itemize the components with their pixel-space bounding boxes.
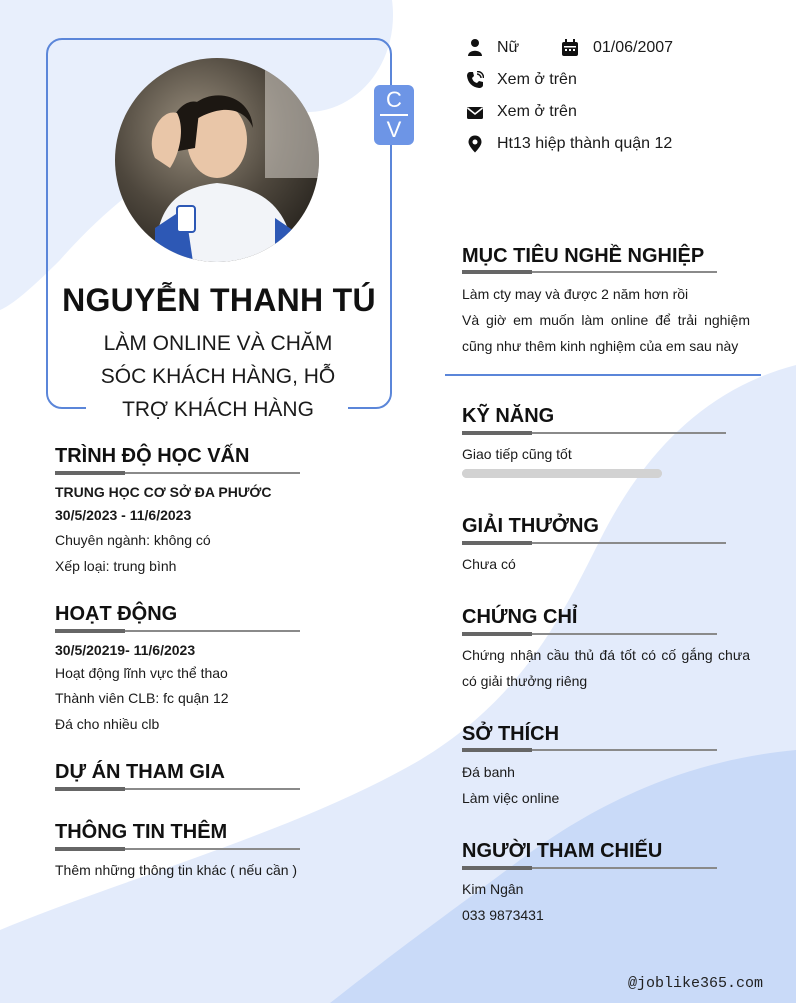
location-pin-icon	[466, 135, 484, 153]
reference-phone: 033 9873431	[462, 907, 544, 923]
education-school: TRUNG HỌC CƠ SỞ ĐA PHƯỚC	[55, 484, 272, 500]
education-period: 30/5/2023 - 11/6/2023	[55, 507, 192, 523]
skills-title: KỸ NĂNG	[462, 405, 555, 427]
objective-line-1: Làm cty may và được 2 năm hơn rồi	[462, 286, 689, 302]
cv-badge-bottom: V	[386, 117, 402, 142]
skill-level-fill	[462, 469, 662, 478]
education-rank: Xếp loại: trung bình	[55, 558, 177, 574]
envelope-icon	[466, 104, 484, 122]
projects-title: DỰ ÁN THAM GIA	[55, 761, 225, 783]
certificates-title-underline	[462, 633, 717, 635]
hobbies-title-underline	[462, 749, 717, 751]
address-value: Ht13 hiệp thành quận 12	[497, 135, 673, 152]
activities-title: HOẠT ĐỘNG	[55, 603, 178, 625]
email-value: Xem ở trên	[497, 103, 577, 120]
objective-title-underline	[462, 271, 717, 273]
activities-period: 30/5/20219- 11/6/2023	[55, 642, 196, 658]
cv-badge	[374, 85, 414, 145]
extra-info-title: THÔNG TIN THÊM	[55, 821, 228, 843]
hobbies-title: SỞ THÍCH	[462, 723, 560, 745]
objective-line-2: Và giờ em muốn làm online để trải nghiệm cũng như thêm kinh nghiệm của em sau này	[462, 312, 750, 354]
certificates-title: CHỨNG CHỈ	[462, 606, 578, 628]
user-icon	[466, 38, 484, 56]
section-divider	[445, 374, 761, 376]
profile-photo	[115, 58, 319, 262]
activities-title-underline	[55, 630, 300, 632]
activity-item: Hoạt động lĩnh vực thể thao	[55, 665, 228, 681]
cv-badge-top: C	[386, 87, 402, 112]
references-title: NGƯỜI THAM CHIẾU	[462, 840, 663, 862]
phone-value: Xem ở trên	[497, 71, 577, 88]
awards-title: GIẢI THƯỞNG	[462, 515, 599, 537]
extra-info-text: Thêm những thông tin khác ( nếu cần )	[55, 862, 298, 878]
projects-title-underline	[55, 788, 300, 790]
job-title: LÀM ONLINE VÀ CHĂM SÓC KHÁCH HÀNG, HỖ TRỢ KHÁCH HÀNG	[100, 332, 336, 421]
awards-text: Chưa có	[462, 556, 516, 572]
education-title-underline	[55, 472, 300, 474]
reference-name: Kim Ngân	[462, 881, 524, 897]
education-major: Chuyên ngành: không có	[55, 532, 211, 548]
activity-item: Đá cho nhiều clb	[55, 716, 160, 732]
gender-value: Nữ	[497, 39, 520, 56]
skills-title-underline	[462, 432, 726, 434]
hobby-item: Đá banh	[462, 764, 515, 780]
extra-info-title-underline	[55, 848, 300, 850]
awards-title-underline	[462, 542, 726, 544]
skill-level-bar	[462, 469, 662, 478]
certificates-text: Chứng nhận cầu thủ đá tốt có cố gắng chưa có giải thưởng riêng	[462, 647, 750, 689]
birthday-value: 01/06/2007	[593, 39, 674, 56]
watermark: @joblike365.com	[628, 975, 764, 992]
skill-name: Giao tiếp cũng tốt	[462, 446, 572, 462]
calendar-icon	[561, 39, 579, 57]
hobby-item: Làm việc online	[462, 790, 560, 806]
activity-item: Thành viên CLB: fc quận 12	[55, 690, 229, 706]
phone-icon	[466, 71, 484, 89]
references-title-underline	[462, 867, 717, 869]
objective-title: MỤC TIÊU NGHỀ NGHIỆP	[462, 245, 705, 267]
candidate-name: NGUYỄN THANH TÚ	[62, 282, 376, 318]
education-title: TRÌNH ĐỘ HỌC VẤN	[55, 445, 250, 467]
